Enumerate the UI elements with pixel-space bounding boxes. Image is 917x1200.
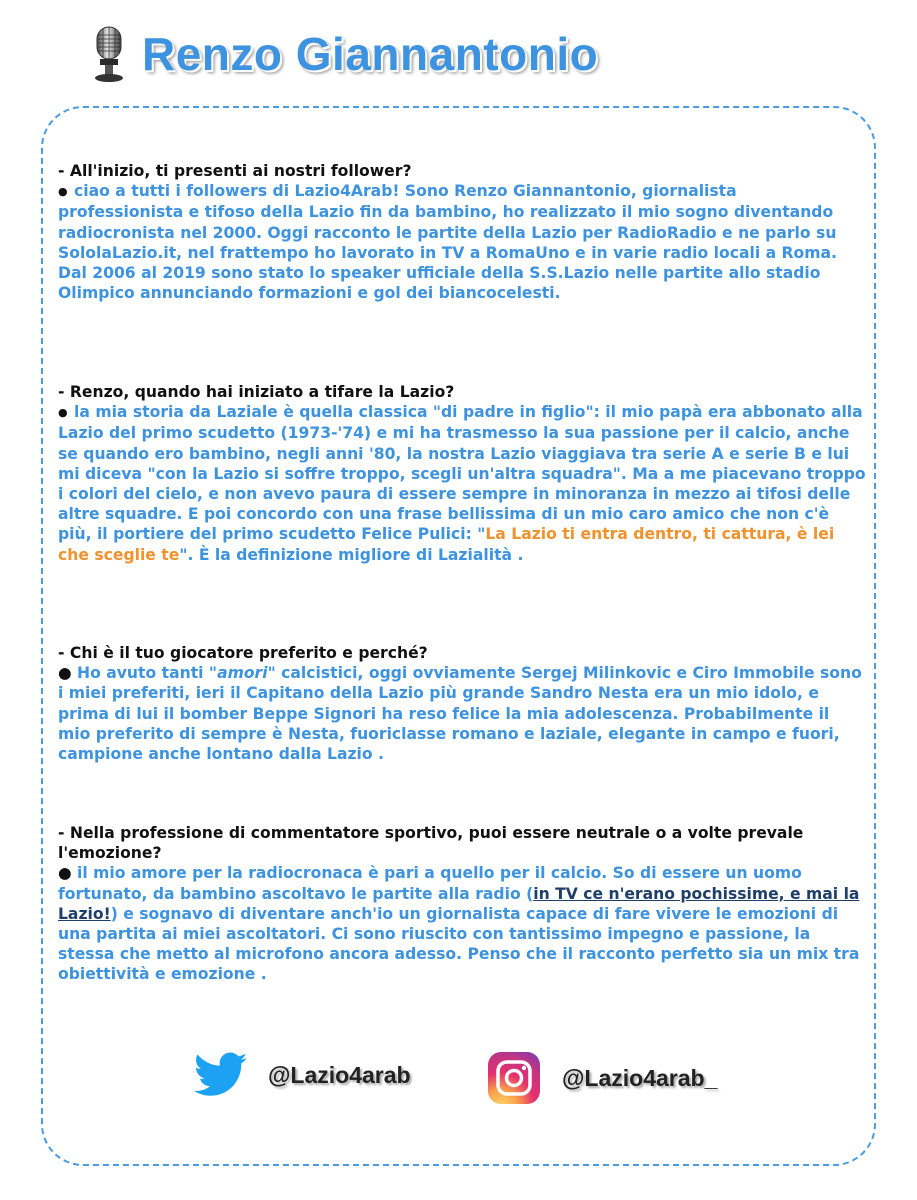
answer-1-text: ciao a tutti i followers di Lazio4Arab! Sono Renzo Giannantonio, giornalista professionista e tifoso della Lazio fin da bambino, ho realizzato il mio sogno diventando radiocronista nel 2000. Oggi racconto le partite della Lazio per RadioRadio e ne parlo su SololaLazio.it, nel frattempo ho lavorato in TV a RomaUno e in varie radio locali a Roma. Dal 2006 al 2019 sono stato lo speaker ufficiale della S.S.Lazio nelle partite allo stadio Olimpico annunciando formazioni e gol dei biancocelesti. [58,182,837,303]
answer-4-end: ) e sognavo di diventare anch'io un giornalista capace di fare vivere le emozioni di una partita ai miei ascoltatori. Ci sono riuscito con tantissimo impegno e passione, la stessa che metto al microfono ancora adesso. Penso che il racconto perfetto sia un mix tra obiettività e emozione . [58,904,860,984]
instagram-social[interactable] [488,1052,717,1104]
answer-4-text: il mio amore per la radiocronaca è pari a quello per il calcio. So di essere un uomo fortunato, da bambino ascoltavo le partite alla radio ( [58,864,802,903]
bullet-icon: ● [58,664,72,683]
answer-3 [58,663,866,764]
instagram-icon[interactable] [488,1052,540,1104]
page-header [90,22,598,86]
question-2: - Renzo, quando hai iniziato a tifare la Lazio? [58,383,455,401]
question-3: - Chi è il tuo giocatore preferito e perché? [58,644,428,662]
qa-block-4 [58,823,866,985]
answer-2 [58,402,866,565]
question-1: - All'inizio, ti presenti ai nostri follower? [58,162,412,180]
qa-block-2 [58,382,866,565]
answer-1 [58,181,866,303]
answer-2-end: ". È la definizione migliore di Lazialità . [179,545,524,564]
answer-4-link[interactable]: in TV ce n'erano pochissime, e mai la Lazio! [58,884,860,923]
answer-3-text: Ho avuto tanti " [77,664,218,683]
bullet-icon: ● [58,185,68,199]
instagram-handle[interactable]: @Lazio4arab_ [562,1064,718,1091]
answer-2-quote: La Lazio ti entra dentro, ti cattura, è lei che sceglie te [58,525,835,564]
answer-2-text: la mia storia da Laziale è quella classica "di padre in figlio": il mio papà era abbonato alla Lazio del primo scudetto (1973-'74) e mi ha trasmesso la sua passione per il calcio, anche se quando ero bambino, negli anni '80, la nostra Lazio viaggiava tra serie A e serie B e lui mi diceva "con la Lazio si soffre troppo, scegli un'altra squadra". Ma a me piacevano troppo i colori del cielo, e non avevo paura di essere sempre in minoranza in mezzo ai tifosi delle altre squadre. E poi concordo con una frase bellissima di un mio caro amico che non c'è più, il portiere del primo scudetto Felice Pulici: " [58,403,866,544]
answer-3-italic: amori [217,664,268,683]
answer-4 [58,863,866,984]
twitter-icon[interactable] [194,1052,248,1098]
bullet-icon: ● [58,864,72,883]
page-title: Renzo Giannantonio [142,28,599,80]
question-4: - Nella professione di commentatore sportivo, puoi essere neutrale o a volte prevale l'emozione? [58,824,804,863]
twitter-handle[interactable]: @Lazio4arab [268,1061,411,1088]
qa-block-1 [58,161,866,303]
qa-block-3 [58,643,866,764]
answer-3-end: " calcistici, oggi ovviamente Sergej Milinkovic e Ciro Immobile sono i miei preferiti, ieri il Capitano della Lazio più grande Sandro Nesta era un mio idolo, e prima di lui il bomber Beppe Signori ha reso felice la mia adolescenza. Probabilmente il mio preferito di sempre è Nesta, fuoriclasse romano e laziale, elegante in campo e fuori, campione anche lontano dalla Lazio . [58,664,862,764]
bullet-icon: ● [58,406,68,420]
microphone-icon [90,25,128,83]
twitter-social[interactable] [194,1052,411,1098]
